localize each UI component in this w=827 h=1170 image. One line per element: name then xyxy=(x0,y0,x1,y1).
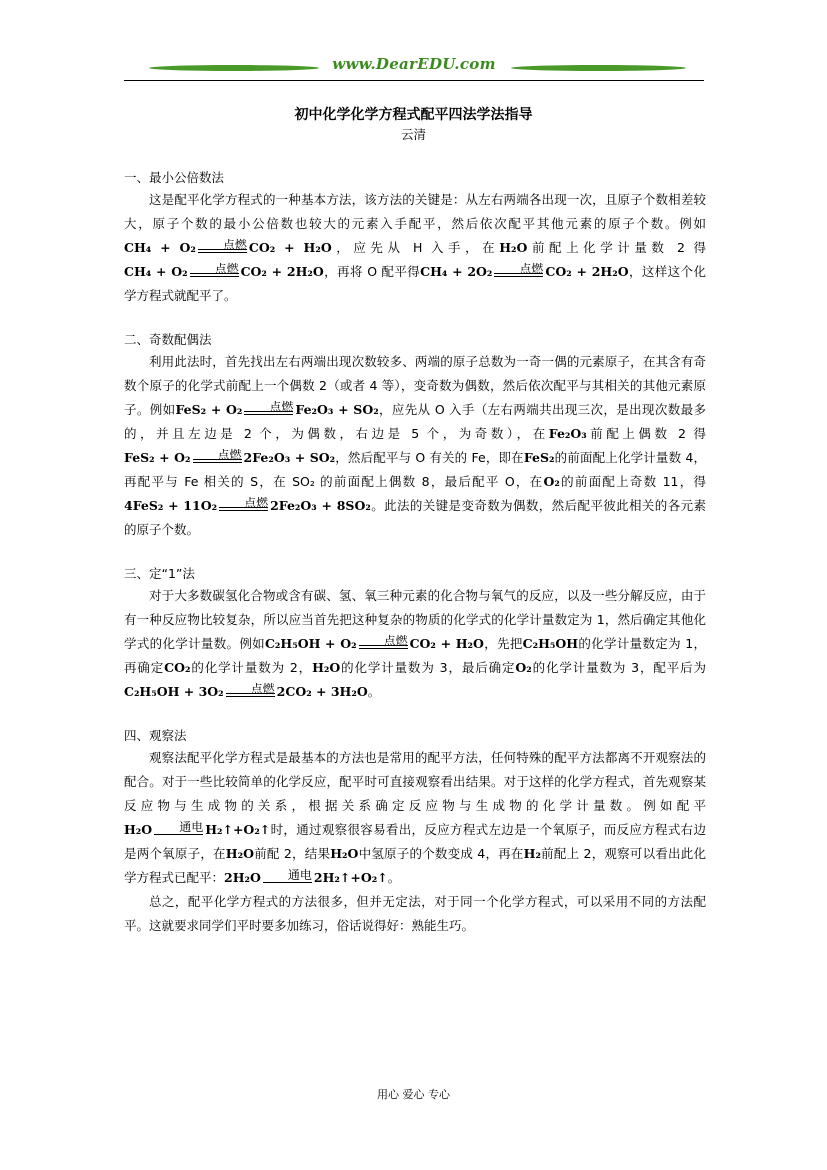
text: 这是配平化学方程式的一种基本方法，该方法的关键是：从左右两端各出现一次，且原子个数相差较大，原子个数的最小公倍数也较大的元素入手配平，然后依次配平其他元素的原子个数。例如 xyxy=(124,192,706,231)
formula: O₂ xyxy=(515,660,532,675)
text: 的化学计量数为 3，配平后为 xyxy=(531,660,706,675)
section-heading: 二、奇数配偶法 xyxy=(124,332,212,347)
text: 。此法的关键是变奇数为偶数，然后配平彼此相关的各元素的原子个数。 xyxy=(124,498,706,537)
text: 中氢原子的个数变成 4，再在 xyxy=(358,846,524,861)
document-title: 初中化学化学方程式配平四法学法指导 xyxy=(294,107,533,123)
header-rule xyxy=(124,80,704,81)
equation xyxy=(265,636,484,651)
reaction-condition: 点燃 xyxy=(494,266,543,284)
eq-lhs: FeS₂ + O₂ xyxy=(175,402,243,417)
eq-lhs: CH₄ + O₂ xyxy=(124,264,188,279)
reaction-condition: 点燃 xyxy=(219,500,268,518)
reaction-condition: 点燃 xyxy=(244,404,293,422)
eq-rhs: 2H₂↑+O₂↑ xyxy=(313,870,388,885)
eq-lhs: 2H₂O xyxy=(224,870,261,885)
text: 前配上化学计量数 2 得 xyxy=(527,240,706,255)
eq-rhs: 2Fe₂O₃ + SO₂ xyxy=(243,450,336,465)
eq-lhs: CH₄ + 2O₂ xyxy=(420,264,493,279)
paragraph xyxy=(124,350,706,542)
paragraph xyxy=(124,746,706,890)
eq-rhs: 2CO₂ + 3H₂O xyxy=(276,684,368,699)
text: 时，通过观察很容易看出，反应方程式左边是一个氧原子，而反应方程式右边是两个氧原子，在 xyxy=(124,822,706,861)
reaction-condition: 点燃 xyxy=(190,266,239,284)
formula: Fe₂O₃ xyxy=(548,426,587,441)
text: ，再将 O 配平得 xyxy=(323,264,421,279)
eq-lhs: CH₄ + O₂ xyxy=(124,240,196,255)
section-heading: 四、观察法 xyxy=(124,728,187,743)
header-logo: www.DearEDU.com xyxy=(332,55,496,73)
reaction-condition: 通电 xyxy=(263,872,312,890)
eq-rhs: CO₂ + 2H₂O xyxy=(240,264,324,279)
eq-lhs: C₂H₅OH + O₂ xyxy=(264,636,357,651)
text: 的前面配上奇数 11，得 xyxy=(559,474,706,489)
text: 的化学计量数为 2， xyxy=(190,660,313,675)
text: 的化学计量数定为 1，再确定 xyxy=(124,636,706,675)
reaction-condition: 点燃 xyxy=(226,686,275,704)
text: 。 xyxy=(387,870,401,885)
reaction-condition: 点燃 xyxy=(193,452,242,470)
formula: FeS₂ xyxy=(523,450,555,465)
page-header xyxy=(124,56,704,82)
document-author: 云清 xyxy=(400,127,426,142)
formula: H₂O xyxy=(499,240,528,255)
equation xyxy=(124,240,332,255)
text: ，先把 xyxy=(483,636,523,651)
reaction-condition: 点燃 xyxy=(198,242,247,260)
formula: C₂H₅OH xyxy=(522,636,579,651)
equation xyxy=(124,450,335,465)
eq-lhs: C₂H₅OH + 3O₂ xyxy=(124,684,224,699)
text: ，然后配平与 O 有关的 Fe，即在 xyxy=(335,450,524,465)
equation xyxy=(124,822,270,837)
text: ，应先从 O 入手（左右两端共出现三次，是出现次数最多的，并且左边是 2 个，为偶数，右边是 5 个，为奇数），在 xyxy=(124,402,706,441)
paragraph xyxy=(124,188,706,308)
text: 的前面配上化学计量数 4，再配平与 Fe 相关的 S，在 SO₂ 的前面配上偶数 8，最后配平 O，在 xyxy=(124,450,706,489)
eq-lhs: 4FeS₂ + 11O₂ xyxy=(124,498,218,513)
section-heading: 三、定“1”法 xyxy=(124,566,195,581)
section-heading: 一、最小公倍数法 xyxy=(124,170,225,185)
page-footer: 用心 爱心 专心 xyxy=(377,1088,450,1101)
text: ，应先从 H 入手，在 xyxy=(331,240,500,255)
eq-rhs: H₂↑+O₂↑ xyxy=(205,822,271,837)
eq-rhs: Fe₂O₃ + SO₂ xyxy=(295,402,379,417)
formula: H₂O xyxy=(225,846,254,861)
formula: O₂ xyxy=(543,474,560,489)
eq-rhs: CO₂ + H₂O xyxy=(409,636,484,651)
formula: H₂O xyxy=(330,846,359,861)
formula: CO₂ xyxy=(164,660,191,675)
text: 前配 2，结果 xyxy=(253,846,331,861)
equation xyxy=(124,498,371,513)
eq-rhs: CO₂ + 2H₂O xyxy=(545,264,629,279)
text: 对于大多数碳氢化合物或含有碳、氢、氧三种元素的化合物与氧气的反应，以及一些分解反应，由于有一种反应物比较复杂，所以应当首先把这种复杂的物质的化学式的化学计量数定为 1，然后确定其他化学式的化学计量数。例如 xyxy=(124,588,706,651)
eq-lhs: H₂O xyxy=(124,822,153,837)
eq-rhs: 2Fe₂O₃ + 8SO₂ xyxy=(270,498,371,513)
text: 的化学计量数为 3，最后确定 xyxy=(340,660,516,675)
equation xyxy=(224,870,388,885)
eq-rhs: CO₂ + H₂O xyxy=(248,240,332,255)
text: ，这样这个化学方程式就配平了。 xyxy=(124,264,706,303)
eq-lhs: FeS₂ + O₂ xyxy=(124,450,191,465)
equation xyxy=(175,402,378,417)
text: 利用此法时，首先找出左右两端出现次数较多、两端的原子总数为一奇一偶的元素原子，在其含有奇数个原子的化学式前配上一个偶数 2（或者 4 等），变奇数为偶数，然后依次配平与其相关的其他元素原子。例如 xyxy=(124,354,706,417)
equation xyxy=(124,684,368,699)
text: 前配上偶数 2 得 xyxy=(586,426,706,441)
text: 观察法配平化学方程式是最基本的方法也是常用的配平方法，任何特殊的配平方法都离不开观察法的配合。对于一些比较简单的化学反应，配平时可直接观察看出结果。对于这样的化学方程式，首先观察某反应物与生成物的关系，根据关系确定反应物与生成物的化学计量数。例如配平 xyxy=(124,750,706,813)
paragraph: 总之，配平化学方程式的方法很多，但并无定法，对于同一个化学方程式，可以采用不同的方法配平。这就要求同学们平时要多加练习，俗话说得好：熟能生巧。 xyxy=(124,894,706,933)
paragraph xyxy=(124,584,706,704)
text: 。 xyxy=(367,684,381,699)
reaction-condition: 点燃 xyxy=(359,638,408,656)
text: 前配上 2，观察可以看出此化学方程式已配平： xyxy=(124,846,706,885)
equation xyxy=(420,264,628,279)
formula: H₂ xyxy=(523,846,541,861)
reaction-condition: 通电 xyxy=(154,824,203,842)
equation xyxy=(124,264,324,279)
formula: H₂O xyxy=(312,660,341,675)
document-body xyxy=(124,168,706,938)
